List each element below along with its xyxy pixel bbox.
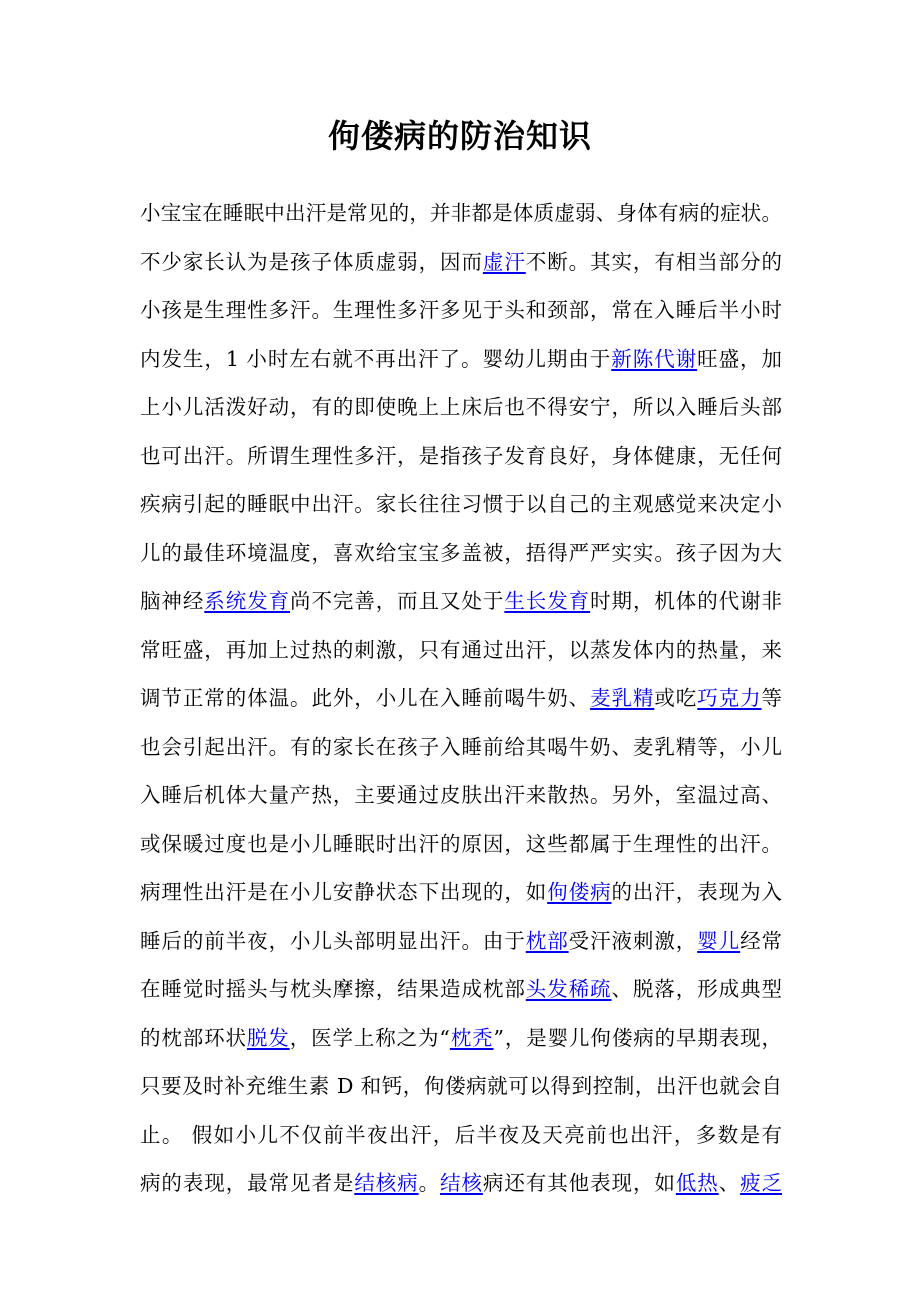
text-line [140, 189, 782, 238]
text-line [140, 965, 782, 1014]
text-line [140, 432, 782, 481]
text-segment: 入睡后机体大量产热，主要通过皮肤出汗来散热。另外，室温过高、 [140, 783, 782, 807]
text-line [140, 820, 782, 869]
text-line [140, 480, 782, 529]
hyperlink[interactable]: 佝偻病 [547, 880, 612, 904]
text-segment: 只要及时补充维生素 D 和钙，佝偻病就可以得到控制，出汗也就会自 [140, 1074, 782, 1098]
text-line [140, 1159, 782, 1208]
text-segment: 、 [718, 1171, 741, 1195]
text-segment: 不断。其实，有相当部分的 [525, 249, 782, 274]
text-line [140, 868, 782, 917]
text-line [140, 1014, 782, 1063]
text-segment: ，医学上称之为“ [289, 1025, 450, 1050]
hyperlink[interactable]: 枕部 [525, 928, 569, 953]
text-line [140, 626, 782, 675]
text-segment: 的枕部环状 [140, 1025, 247, 1050]
text-segment: 不少家长认为是孩子体质虚弱，因而 [140, 249, 483, 274]
text-line [140, 771, 782, 820]
text-segment: 儿的最佳环境温度，喜欢给宝宝多盖被，捂得严严实实。孩子因为大 [140, 540, 782, 565]
hyperlink[interactable]: 麦乳精 [590, 686, 655, 710]
text-segment: 也可出汗。所谓生理性多汗，是指孩子发育良好，身体健康，无任何 [140, 443, 782, 468]
page-title: 佝偻病的防治知识 [327, 117, 592, 155]
text-line [140, 286, 782, 335]
text-line [140, 529, 782, 578]
text-line [140, 723, 782, 772]
hyperlink[interactable]: 系统发育 [204, 589, 291, 613]
hyperlink[interactable]: 巧克力 [697, 686, 762, 710]
text-segment: 睡后的前半夜，小儿头部明显出汗。由于 [140, 928, 526, 953]
text-segment: 止。 假如小儿不仅前半夜出汗，后半夜及天亮前也出汗，多数是有 [140, 1122, 782, 1147]
text-line [140, 1111, 782, 1160]
hyperlink[interactable]: 低热 [675, 1171, 719, 1195]
text-segment: ”，是婴儿佝偻病的早期表现， [493, 1025, 782, 1050]
text-segment: 调节正常的体温。此外，小儿在入睡前喝牛奶、 [140, 686, 591, 710]
text-line [140, 917, 782, 966]
text-segment: 旺盛，加 [697, 346, 782, 371]
text-segment: 或保暖过度也是小儿睡眠时出汗的原因，这些都属于生理性的出汗。 [140, 831, 782, 856]
text-segment: 小宝宝在睡眠中出汗是常见的，并非都是体质虚弱、身体有病的症状。 [140, 201, 782, 225]
text-line [140, 335, 782, 384]
hyperlink[interactable]: 结核 [440, 1171, 483, 1195]
hyperlink[interactable]: 疲乏 [740, 1171, 782, 1195]
hyperlink[interactable]: 婴儿 [697, 928, 741, 953]
text-segment: 病理性出汗是在小儿安静状态下出现的，如 [140, 880, 548, 904]
text-segment: 脑神经 [140, 589, 205, 613]
text-segment: 、脱落，形成典型 [611, 977, 782, 1001]
text-segment: 受汗液刺激， [568, 928, 698, 953]
hyperlink[interactable]: 新陈代谢 [611, 346, 698, 371]
text-segment: 常旺盛，再加上过热的刺激，只有通过出汗，以蒸发体内的热量，来 [140, 637, 782, 662]
text-segment: 在睡觉时摇头与枕头摩擦，结果造成枕部 [140, 977, 526, 1001]
hyperlink[interactable]: 虚汗 [482, 249, 526, 274]
text-segment: 尚不完善，而且又处于 [290, 589, 505, 613]
article-body [140, 189, 782, 1208]
hyperlink[interactable]: 结核病 [354, 1171, 419, 1195]
text-line [140, 577, 782, 626]
text-line [140, 674, 782, 723]
hyperlink[interactable]: 脱发 [246, 1025, 290, 1050]
text-line [140, 383, 782, 432]
hyperlink[interactable]: 头发稀疏 [525, 977, 612, 1001]
text-segment: 内发生，1 小时左右就不再出汗了。婴幼儿期由于 [140, 346, 612, 371]
text-line [140, 1062, 782, 1111]
text-segment: 时期，机体的代谢非 [590, 589, 782, 613]
text-segment: 病还有其他表现，如 [482, 1171, 676, 1195]
text-segment: 病的表现，最常见者是 [140, 1171, 355, 1195]
hyperlink[interactable]: 生长发育 [504, 589, 591, 613]
hyperlink[interactable]: 枕秃 [449, 1025, 494, 1050]
text-segment: 等 [761, 686, 782, 710]
text-segment: 。 [418, 1171, 441, 1195]
text-segment: 或吃 [654, 686, 698, 710]
text-segment: 的出汗，表现为入 [611, 880, 782, 904]
text-line [140, 238, 782, 287]
text-segment: 经常 [740, 928, 782, 953]
text-segment: 疾病引起的睡眠中出汗。家长往往习惯于以自己的主观感觉来决定小 [140, 492, 782, 516]
text-segment: 也会引起出汗。有的家长在孩子入睡前给其喝牛奶、麦乳精等，小儿 [140, 734, 782, 759]
text-segment: 上小儿活泼好动，有的即使晚上上床后也不得安宁，所以入睡后头部 [140, 395, 782, 419]
text-segment: 小孩是生理性多汗。生理性多汗多见于头和颈部，常在入睡后半小时 [140, 298, 782, 322]
